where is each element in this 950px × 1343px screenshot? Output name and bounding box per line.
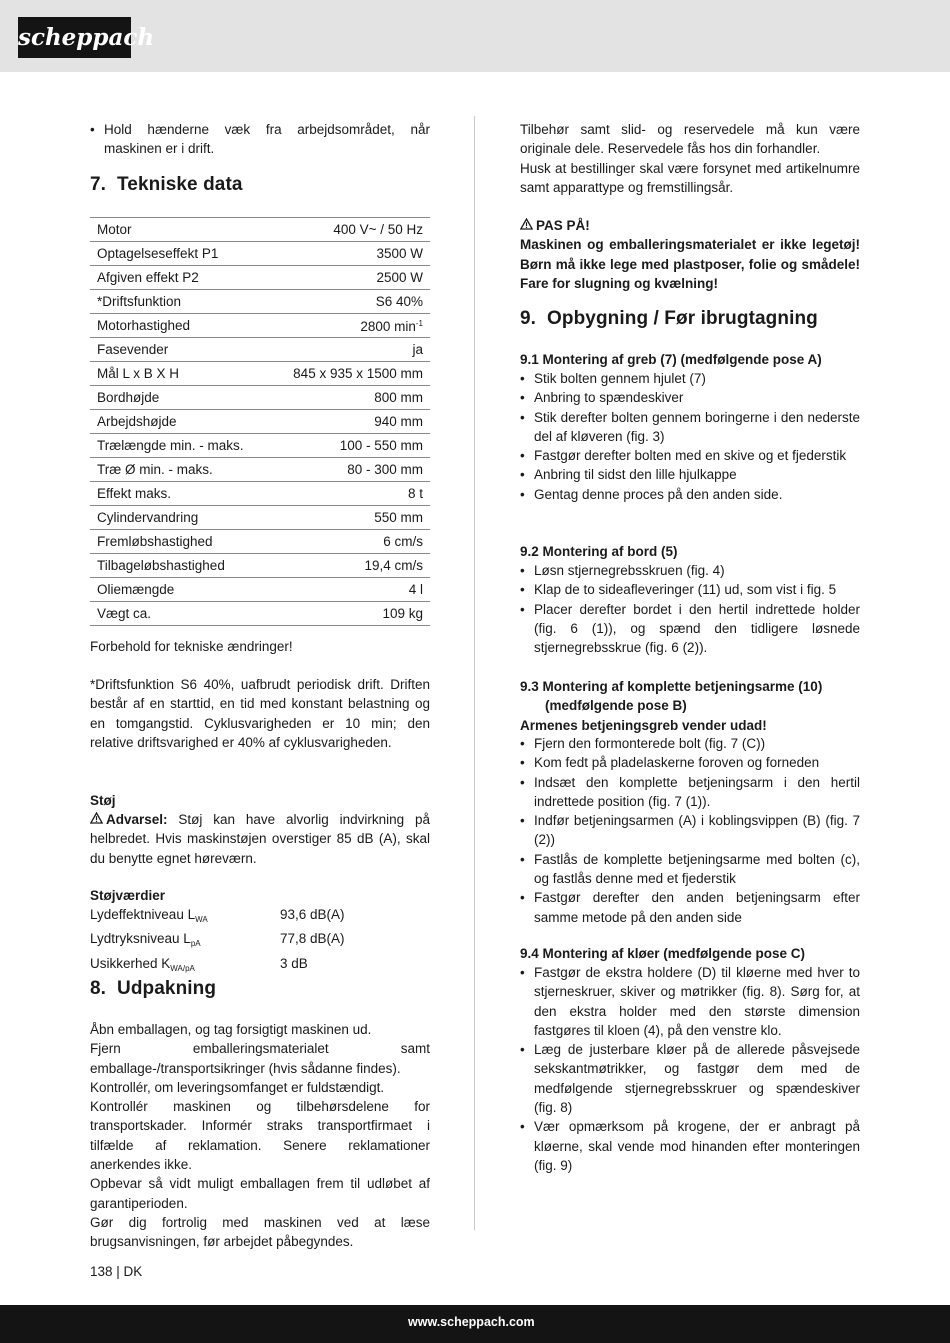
spec-label: Fremløbshastighed bbox=[90, 530, 269, 554]
list-item: • Vær opmærksom på krogene, der er anbragt på kløerne, skal vende mod hinanden efter monteringen (fig. 9) bbox=[520, 1117, 860, 1175]
noise-label bbox=[90, 954, 280, 978]
noise-value: 3 dB bbox=[280, 955, 308, 971]
section-number: 9. bbox=[520, 308, 537, 329]
section-8-heading bbox=[90, 977, 430, 1001]
spec-value-text: 19,4 cm/s bbox=[364, 557, 423, 573]
caution-box bbox=[520, 216, 860, 293]
list-item: • Klap de to sideafleveringer (11) ud, som vist i fig. 5 bbox=[520, 580, 860, 599]
section-title: Udpakning bbox=[117, 978, 217, 999]
spec-value-text: 2800 min bbox=[360, 319, 416, 335]
spec-value bbox=[269, 530, 430, 554]
spec-value bbox=[269, 338, 430, 362]
noise-value-row bbox=[90, 954, 430, 978]
list-item: • Fastgør derefter den anden betjeningsarm efter samme metode på den anden side bbox=[520, 888, 860, 927]
spec-label: Arbejdshøjde bbox=[90, 410, 269, 434]
list-item: • Løsn stjernegrebsskruen (fig. 4) bbox=[520, 561, 860, 580]
table-row bbox=[90, 458, 430, 482]
table-row bbox=[90, 242, 430, 266]
spec-value-text: 2500 W bbox=[376, 269, 423, 285]
spec-value-text: S6 40% bbox=[375, 293, 423, 309]
paragraph: Tilbehør samt slid- og reservedele må kun være originale dele. Reservedele fås hos din forhandler. bbox=[520, 122, 860, 157]
noise-label bbox=[90, 905, 280, 929]
page-number: 138 | DK bbox=[90, 1264, 143, 1279]
spec-label: Oliemængde bbox=[90, 578, 269, 602]
spec-value bbox=[269, 362, 430, 386]
spec-value bbox=[269, 218, 430, 242]
table-row bbox=[90, 578, 430, 602]
unpacking-text bbox=[90, 1020, 430, 1252]
list-item: • Indsæt den komplette betjeningsarm i den hertil indrettede position (fig. 7 (1)). bbox=[520, 773, 860, 812]
list-item: • Fjern den formonterede bolt (fig. 7 (C)) bbox=[520, 734, 860, 753]
list-item: • Indfør betjeningsarmen (A) i koblingsvippen (B) (fig. 7 (2)) bbox=[520, 811, 860, 850]
list-item: • Stik derefter bolten gennem boringerne i den nederste del af kløveren (fig. 3) bbox=[520, 408, 860, 447]
caution-title-text: PAS PÅ! bbox=[536, 218, 590, 233]
table-row bbox=[90, 386, 430, 410]
spec-value bbox=[269, 482, 430, 506]
spec-value-text: 845 x 935 x 1500 mm bbox=[293, 365, 423, 381]
section-number: 8. bbox=[90, 978, 107, 999]
table-row bbox=[90, 410, 430, 434]
section-7-heading bbox=[90, 173, 430, 197]
spec-label: Optagelseseffekt P1 bbox=[90, 242, 269, 266]
paragraph: Kontrollér maskinen og tilbehørsdelene for transportskader. Informér straks transportfirmaet i tilfælde af reklamation. Senere reklamationer anerkendes ikke. bbox=[90, 1099, 430, 1173]
list-item: • Læg de justerbare kløer på de allerede påsvejsede sekskantmøtrikker, og fastgør dem med de medfølgende stjernegrebsskruer og spændeskiver (fig. 8) bbox=[520, 1040, 860, 1117]
noise-label-text: Usikkerhed K bbox=[90, 955, 171, 971]
noise-value-row bbox=[90, 929, 430, 953]
caution-text: Maskinen og emballeringsmaterialet er ikke legetøj! Børn må ikke lege med plastposer, folie og smådele! Fare for slugning og kvælning! bbox=[520, 237, 860, 291]
section-number: 7. bbox=[90, 174, 107, 195]
title-line: 9.3 Montering af komplette betjeningsarme (10) bbox=[520, 679, 823, 694]
list-item: • Fastgør derefter bolten med en skive og et fjederstik bbox=[520, 446, 860, 465]
spec-value-text: 940 mm bbox=[374, 413, 423, 429]
table-row bbox=[90, 266, 430, 290]
spec-label: Effekt maks. bbox=[90, 482, 269, 506]
spec-label: Motor bbox=[90, 218, 269, 242]
list-item: • Anbring to spændeskiver bbox=[520, 388, 860, 407]
list-item: • Placer derefter bordet i den hertil indrettede holder (fig. 6 (1)), og spænd den tidligere løsnede stjernegrebsskrue (fig. 6 (2)). bbox=[520, 600, 860, 658]
spec-label: Cylindervandring bbox=[90, 506, 269, 530]
subsection-9-3-subtitle: Armenes betjeningsgreb vender udad! bbox=[520, 717, 767, 733]
spec-label: Træ Ø min. - maks. bbox=[90, 458, 269, 482]
noise-title: Støj bbox=[90, 793, 116, 808]
list-item: • Stik bolten gennem hjulet (7) bbox=[520, 369, 860, 388]
noise-warning bbox=[90, 810, 430, 868]
tech-data-table bbox=[90, 217, 430, 626]
spec-value bbox=[269, 458, 430, 482]
reservation-note: Forbehold for tekniske ændringer! bbox=[90, 639, 293, 654]
subsection-9-3-list bbox=[520, 734, 860, 927]
noise-label-text: Lydeffektniveau L bbox=[90, 907, 196, 922]
noise-label-text: Lydtryksniveau L bbox=[90, 931, 191, 947]
spec-value bbox=[269, 434, 430, 458]
caution-title bbox=[520, 216, 860, 235]
list-item: • Gentag denne proces på den anden side. bbox=[520, 485, 860, 504]
page-footer bbox=[0, 1305, 950, 1343]
spec-value-exponent: -1 bbox=[415, 319, 423, 329]
spec-label: Trælængde min. - maks. bbox=[90, 434, 269, 458]
spec-value-text: 8 t bbox=[407, 485, 423, 501]
subsection-9-1-list bbox=[520, 369, 860, 504]
spec-label: Bordhøjde bbox=[90, 386, 269, 410]
warning-triangle-icon bbox=[90, 810, 103, 829]
spec-value-text: 800 mm bbox=[374, 389, 423, 405]
warning-text: Støj kan have alvorlig indvirkning på helbredet. Hvis maskinstøjen overstiger 85 dB (A), skal du benytte egnet høreværn. bbox=[90, 812, 430, 866]
spec-value bbox=[269, 554, 430, 578]
table-row bbox=[90, 218, 430, 242]
warning-triangle-icon bbox=[520, 216, 533, 235]
table-row bbox=[90, 362, 430, 386]
list-item: • Kom fedt på pladelaskerne foroven og forneden bbox=[520, 753, 860, 772]
spec-value bbox=[269, 290, 430, 314]
duty-note: *Driftsfunktion S6 40%, uafbrudt periodisk drift. Driften består af en starttid, en tid med konstant belastning og en tomgangstid. Cyklusvarigheden er 10 min; den relative driftsvarighed er 40% af cyklusvarigheden. bbox=[90, 677, 430, 750]
spec-label: Mål L x B X H bbox=[90, 362, 269, 386]
spec-value-text: 3500 W bbox=[376, 245, 423, 261]
spec-label: Motorhastighed bbox=[90, 314, 269, 338]
paragraph: Åbn emballagen, og tag forsigtigt maskinen ud. bbox=[90, 1022, 372, 1037]
noise-label-subscript: WA bbox=[195, 915, 208, 924]
spec-value bbox=[269, 386, 430, 410]
website-url: www.scheppach.com bbox=[408, 1315, 535, 1329]
section-title: Tekniske data bbox=[117, 174, 243, 195]
section-title: Opbygning / Før ibrugtagning bbox=[547, 308, 818, 329]
spec-value bbox=[269, 506, 430, 530]
accessory-text bbox=[520, 120, 860, 197]
spec-value-text: 100 - 550 mm bbox=[339, 437, 423, 453]
subsection-9-3-title bbox=[520, 677, 860, 735]
paragraph: Husk at bestillinger skal være forsynet med artikelnumre samt apparattype og fremstillingsår. bbox=[520, 160, 860, 195]
table-row bbox=[90, 314, 430, 338]
spec-value-text: 550 mm bbox=[374, 509, 423, 525]
spec-value-text: 80 - 300 mm bbox=[347, 461, 423, 477]
spec-value bbox=[269, 578, 430, 602]
subsection-9-2-list bbox=[520, 561, 860, 657]
table-row bbox=[90, 506, 430, 530]
table-row bbox=[90, 290, 430, 314]
spec-label: *Driftsfunktion bbox=[90, 290, 269, 314]
table-row bbox=[90, 338, 430, 362]
list-item: • Anbring til sidst den lille hjulkappe bbox=[520, 465, 860, 484]
noise-value-row bbox=[90, 905, 430, 929]
spec-value bbox=[269, 410, 430, 434]
subsection-9-4-title: 9.4 Montering af kløer (medfølgende pose C) bbox=[520, 946, 806, 961]
table-row bbox=[90, 602, 430, 626]
subsection-9-2-title: 9.2 Montering af bord (5) bbox=[520, 544, 678, 559]
spec-value-text: 4 l bbox=[408, 581, 423, 597]
spec-label: Afgiven effekt P2 bbox=[90, 266, 269, 290]
spec-value bbox=[269, 242, 430, 266]
warning-label: Advarsel: bbox=[106, 812, 168, 827]
title-line: (medfølgende pose B) bbox=[545, 698, 687, 714]
noise-values-list bbox=[90, 905, 430, 978]
noise-value: 93,6 dB(A) bbox=[280, 907, 345, 922]
noise-values-title: Støjværdier bbox=[90, 888, 166, 903]
spec-value-text: 109 kg bbox=[382, 605, 423, 621]
table-row bbox=[90, 530, 430, 554]
spec-label: Fasevender bbox=[90, 338, 269, 362]
table-row bbox=[90, 482, 430, 506]
list-item: • Hold hænderne væk fra arbejdsområdet, når maskinen er i drift. bbox=[90, 120, 430, 159]
paragraph: Fjern emballeringsmaterialet samt emballage-/transportsikringer (hvis sådanne findes). bbox=[90, 1041, 430, 1076]
paragraph: Gør dig fortrolig med maskinen ved at læse brugsanvisningen, før arbejdet påbegyndes. bbox=[90, 1214, 430, 1250]
noise-label-subscript: pA bbox=[190, 939, 201, 949]
spec-value-text: 6 cm/s bbox=[383, 533, 423, 549]
list-item: • Fastgør de ekstra holdere (D) til kløerne med hver to stjerneskruer, skiver og møtrikker (fig. 8). Sørg for, at den ekstra holder med den største dimension fastgøres til kloen (4), på den venstre klo. bbox=[520, 963, 860, 1040]
section-9-heading bbox=[520, 307, 860, 331]
spec-label: Tilbageløbshastighed bbox=[90, 554, 269, 578]
spec-value bbox=[269, 602, 430, 626]
page-header bbox=[0, 0, 950, 72]
subsection-9-1-title: 9.1 Montering af greb (7) (medfølgende pose A) bbox=[520, 352, 822, 367]
paragraph: Opbevar så vidt muligt emballagen frem til udløbet af garantiperioden. bbox=[90, 1176, 430, 1211]
noise-label bbox=[90, 929, 280, 953]
column-divider bbox=[474, 116, 475, 1230]
list-item: • Fastlås de komplette betjeningsarme med bolten (c), og fastlås denne med et fjederstik bbox=[520, 850, 860, 889]
spec-value-text: 400 V~ / 50 Hz bbox=[333, 221, 423, 237]
spec-value-text: ja bbox=[412, 341, 423, 357]
brand-logo: scheppach bbox=[18, 17, 131, 58]
noise-value: 77,8 dB(A) bbox=[280, 931, 345, 947]
noise-label-subscript: WA/pA bbox=[170, 963, 195, 973]
spec-label: Vægt ca. bbox=[90, 602, 269, 626]
paragraph: Kontrollér, om leveringsomfanget er fuldstændigt. bbox=[90, 1079, 385, 1095]
intro-bullets bbox=[90, 120, 430, 159]
table-row bbox=[90, 554, 430, 578]
spec-value bbox=[269, 314, 430, 338]
table-row bbox=[90, 434, 430, 458]
subsection-9-4-list bbox=[520, 963, 860, 1175]
spec-value bbox=[269, 266, 430, 290]
